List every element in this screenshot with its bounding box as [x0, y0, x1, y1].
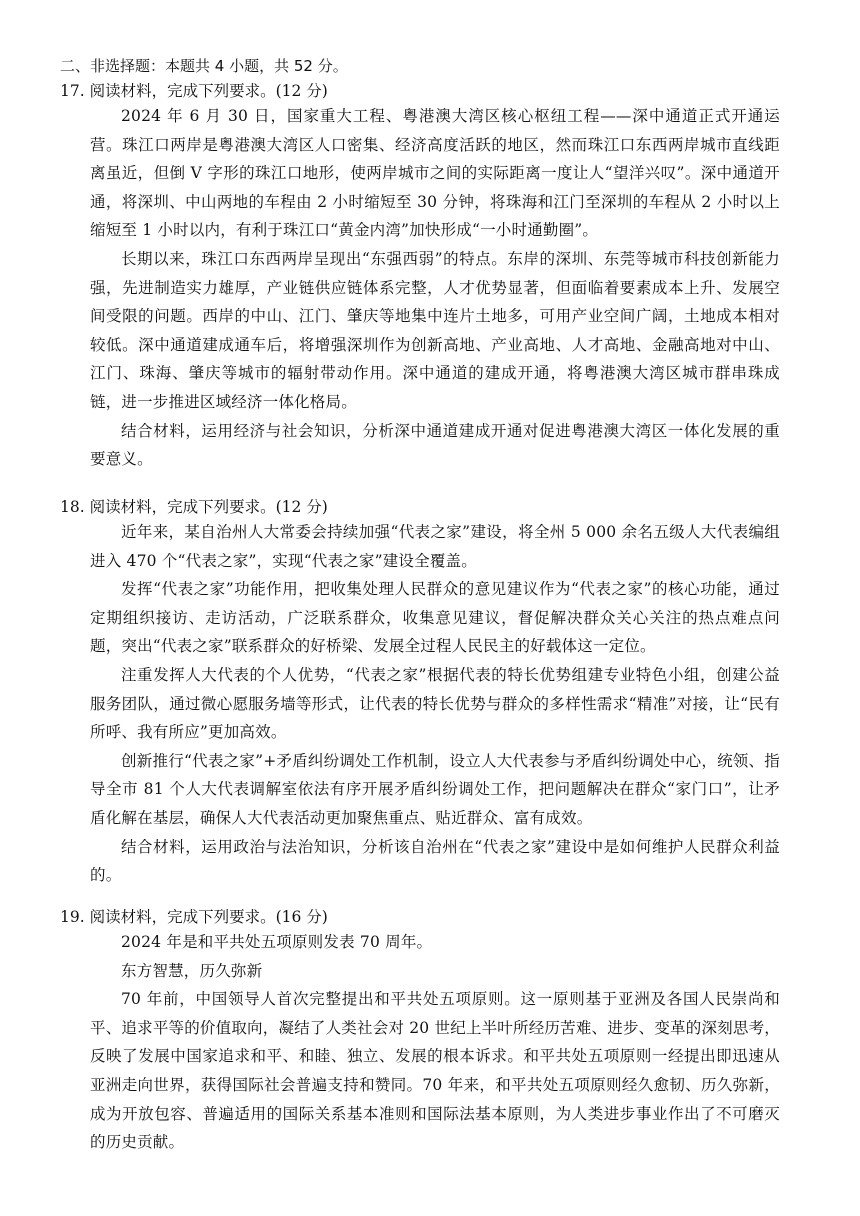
- material-paragraph: 70 年前，中国领导人首次完整提出和平共处五项原则。这一原则基于亚洲及各国人民崇尚和平、追求平等的价值取向，凝结了人类社会对 20 世纪上半叶所经历苦难、进步、变革的深刻思考，反映了发展中国家追求和平、和睦、独立、发展的根本诉求。和平共处五项原则一经提出即迅速从亚洲走向世界，获得国际社会普遍支持和赞同。70 年来，和平共处五项原则经久愈韧、历久弥新，成为开放包容、普遍适用的国际关系基本准则和国际法基本原则，为人类进步事业作出了不可磨灭的历史贡献。: [90, 990, 780, 1152]
- material-paragraph: 长期以来，珠江口东西两岸呈现出“东强西弱”的特点。东岸的深圳、东莞等城市科技创新能力强，先进制造实力雄厚，产业链供应链体系完整，人才优势显著，但面临着要素成本上升、发展空间受限的问题。西岸的中山、江门、肇庆等地集中连片土地多，可用产业空间广阔，土地成本相对较低。深中通道建成通车后，将增强深圳作为创新高地、产业高地、人才高地、金融高地对中山、江门、珠海、肇庆等城市的辐射带动作用。深中通道的建成开通，将粤港澳大湾区城市群串珠成链，进一步推进区域经济一体化格局。: [90, 249, 780, 411]
- material-subheading: 东方智慧，历久弥新: [121, 961, 263, 980]
- question-18: [60, 496, 780, 890]
- question-19: [60, 906, 780, 1157]
- question-prompt: 结合材料，运用经济与社会知识，分析深中通道建成开通对促进粤港澳大湾区一体化发展的重要意义。: [90, 421, 780, 469]
- question-material: [90, 518, 780, 890]
- question-17: [60, 80, 780, 474]
- question-heading: 19. 阅读材料，完成下列要求。(16 分): [60, 908, 328, 926]
- material-paragraph: 注重发挥人大代表的个人优势，“代表之家”根据代表的特长优势组建专业特色小组，创建公益服务团队，通过微心愿服务墙等形式，让代表的特长优势与群众的多样性需求“精准”对接，让“民有所呼、我有所应”更加高效。: [90, 665, 780, 742]
- material-paragraph: 发挥“代表之家”功能作用，把收集处理人民群众的意见建议作为“代表之家”的核心功能，通过定期组织接访、走访活动，广泛联系群众，收集意见建议，督促解决群众关心关注的热点难点问题，突出“代表之家”联系群众的好桥梁、发展全过程人民民主的好载体这一定位。: [90, 580, 780, 656]
- material-paragraph: 2024 年 6 月 30 日，国家重大工程、粤港澳大湾区核心枢纽工程——深中通道正式开通运营。珠江口两岸是粤港澳大湾区人口密集、经济高度活跃的地区，然而珠江口东西两岸城市直线距离虽近，但倒 V 字形的珠江口地形，使两岸城市之间的实际距离一度让人“望洋兴叹”。深中通道开通，将深圳、中山两地的车程由 2 小时缩短至 30 分钟，将珠海和江门至深圳的车程从 2 小时以上缩短至 1 小时以内，有利于珠江口“黄金内湾”加快形成“一小时通勤圈”。: [90, 107, 780, 240]
- question-prompt: 结合材料，运用政治与法治知识，分析该自治州在“代表之家”建设中是如何维护人民群众利益的。: [90, 837, 780, 885]
- section-title: 二、非选择题：本题共 4 小题，共 52 分。: [60, 57, 348, 75]
- question-heading: 17. 阅读材料，完成下列要求。(12 分): [60, 82, 328, 100]
- question-heading: 18. 阅读材料，完成下列要求。(12 分): [60, 498, 328, 516]
- material-paragraph: 近年来，某自治州人大常委会持续加强“代表之家”建设，将全州 5 000 余名五级人大代表编组进入 470 个“代表之家”，实现“代表之家”建设全覆盖。: [90, 523, 780, 570]
- material-paragraph: 2024 年是和平共处五项原则发表 70 周年。: [121, 933, 433, 951]
- question-material: [90, 928, 780, 1157]
- question-material: [90, 102, 780, 474]
- material-paragraph: 创新推行“代表之家”+矛盾纠纷调处工作机制，设立人大代表参与矛盾纠纷调处中心，统领、指导全市 81 个人大代表调解室依法有序开展矛盾纠纷调处工作，把问题解决在群众“家门口”，让矛盾化解在基层，确保人大代表活动更加聚焦重点、贴近群众、富有成效。: [90, 751, 780, 827]
